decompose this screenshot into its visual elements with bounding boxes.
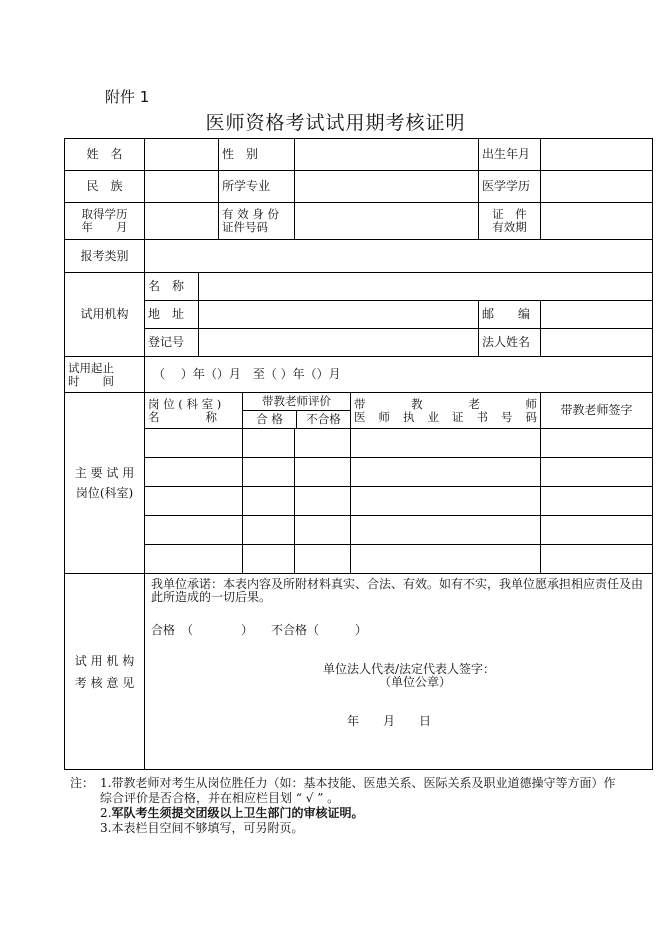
header-teacher bbox=[351, 393, 541, 429]
post-cell-name[interactable] bbox=[145, 487, 243, 516]
post-cell-pass[interactable] bbox=[243, 458, 295, 487]
header-eval bbox=[243, 393, 351, 429]
label-degree-date-line1: 取得学历 bbox=[81, 207, 128, 221]
header-teacher-line2: 医 师 执 业 证 书 号 码 bbox=[354, 409, 538, 424]
field-reg-no[interactable] bbox=[199, 329, 479, 357]
post-cell-sign[interactable] bbox=[541, 458, 653, 487]
post-cell-fail[interactable] bbox=[295, 458, 351, 487]
post-row bbox=[65, 545, 653, 574]
post-cell-sign[interactable] bbox=[541, 487, 653, 516]
label-ethnicity: 民 族 bbox=[65, 171, 145, 203]
label-opinion-line1: 试 用 机 构 bbox=[74, 653, 135, 668]
note-2 bbox=[70, 806, 620, 821]
post-cell-pass[interactable] bbox=[243, 545, 295, 574]
attachment-label: 附件 1 bbox=[105, 88, 150, 106]
header-post-line2: 名 称 bbox=[148, 409, 217, 424]
field-inst-name[interactable] bbox=[199, 273, 653, 301]
note-1-text: 1.带教老师对考生从岗位胜任力（如：基本技能、医患关系、医际关系及职业道德操守等方面）作综合评价是否合格，并在相应栏目划 “ √ ” 。 bbox=[100, 776, 616, 805]
post-cell-fail[interactable] bbox=[295, 545, 351, 574]
post-cell-name[interactable] bbox=[145, 429, 243, 458]
note-2-prefix: 2. bbox=[100, 806, 112, 820]
label-cert-line2: 有效期 bbox=[492, 220, 527, 234]
post-row bbox=[65, 458, 653, 487]
label-name: 姓 名 bbox=[65, 139, 145, 171]
post-cell-pass[interactable] bbox=[243, 516, 295, 545]
label-category: 报考类别 bbox=[65, 240, 145, 273]
field-period[interactable]: （ ）年（）月 至（ ）年（）月 bbox=[145, 357, 653, 393]
post-cell-cert[interactable] bbox=[351, 487, 541, 516]
field-legal-person[interactable] bbox=[541, 329, 653, 357]
post-cell-sign[interactable] bbox=[541, 516, 653, 545]
field-id[interactable] bbox=[295, 203, 479, 240]
opinion-grade[interactable]: 合格 （ ） 不合格（ ） bbox=[151, 623, 368, 637]
note-1 bbox=[70, 776, 620, 806]
post-cell-sign[interactable] bbox=[541, 545, 653, 574]
post-cell-cert[interactable] bbox=[351, 429, 541, 458]
header-signature: 带教老师签字 bbox=[541, 393, 653, 429]
label-legal-person: 法人姓名 bbox=[479, 329, 541, 357]
post-cell-cert[interactable] bbox=[351, 458, 541, 487]
label-period-line2: 时 间 bbox=[68, 373, 114, 388]
post-row bbox=[65, 516, 653, 545]
field-major[interactable] bbox=[295, 171, 479, 203]
header-post-line1: 岗 位 ( 科 室 ) bbox=[148, 396, 222, 411]
post-cell-name[interactable] bbox=[145, 516, 243, 545]
label-main-post-line1: 主 要 试 用 bbox=[74, 466, 135, 480]
label-birth: 出生年月 bbox=[479, 139, 541, 171]
field-postcode[interactable] bbox=[541, 301, 653, 329]
post-row bbox=[65, 429, 653, 458]
label-gender: 性 别 bbox=[219, 139, 295, 171]
note-2-text: 军队考生须提交团级以上卫生部门的审核证明。 bbox=[111, 806, 364, 820]
label-major: 所学专业 bbox=[219, 171, 295, 203]
post-cell-name[interactable] bbox=[145, 458, 243, 487]
post-cell-fail[interactable] bbox=[295, 487, 351, 516]
label-degree-date bbox=[65, 203, 145, 240]
note-3 bbox=[70, 821, 620, 836]
field-ethnicity[interactable] bbox=[145, 171, 219, 203]
label-degree: 医学学历 bbox=[479, 171, 541, 203]
label-degree-date-line2: 年 月 bbox=[81, 220, 128, 234]
header-eval-title: 带教老师评价 bbox=[243, 394, 350, 411]
label-institution: 试用机构 bbox=[65, 273, 145, 357]
label-main-post bbox=[65, 393, 145, 574]
verification-form bbox=[64, 138, 653, 770]
opinion-box[interactable] bbox=[145, 574, 653, 770]
opinion-signature: 单位法人代表/法定代表人签字： bbox=[323, 662, 496, 676]
post-cell-cert[interactable] bbox=[351, 516, 541, 545]
note-3-text: 3.本表栏目空间不够填写，可另附页。 bbox=[100, 821, 304, 835]
label-period bbox=[65, 357, 145, 393]
label-id-line2: 证件号码 bbox=[222, 220, 268, 234]
label-cert bbox=[479, 203, 541, 240]
opinion-promise: 我单位承诺：本表内容及所附材料真实、合法、有效。如有不实，我单位愿承担相应责任及由此所造成的一切后果。 bbox=[151, 577, 644, 604]
label-reg-no: 登记号 bbox=[145, 329, 199, 357]
post-cell-cert[interactable] bbox=[351, 545, 541, 574]
header-teacher-line1: 带 教 老 师 bbox=[354, 396, 538, 411]
field-degree-date[interactable] bbox=[145, 203, 219, 240]
label-id-line1: 有 效 身 份 bbox=[222, 207, 279, 221]
post-cell-name[interactable] bbox=[145, 545, 243, 574]
header-post bbox=[145, 393, 243, 429]
label-inst-addr: 地 址 bbox=[145, 301, 199, 329]
label-period-line1: 试用起止 bbox=[68, 360, 114, 375]
notes-label: 注： bbox=[70, 776, 95, 790]
notes bbox=[70, 776, 620, 836]
label-postcode: 邮 编 bbox=[479, 301, 541, 329]
field-gender[interactable] bbox=[295, 139, 479, 171]
post-cell-pass[interactable] bbox=[243, 487, 295, 516]
post-cell-fail[interactable] bbox=[295, 516, 351, 545]
post-cell-sign[interactable] bbox=[541, 429, 653, 458]
field-name[interactable] bbox=[145, 139, 219, 171]
header-eval-inner bbox=[243, 394, 350, 428]
opinion-seal: （单位公章） bbox=[379, 675, 452, 689]
field-degree[interactable] bbox=[541, 171, 653, 203]
field-birth[interactable] bbox=[541, 139, 653, 171]
field-category[interactable] bbox=[145, 240, 653, 273]
label-main-post-line2: 岗位(科室) bbox=[75, 486, 134, 500]
label-opinion-line2: 考 核 意 见 bbox=[74, 675, 135, 690]
label-cert-line1: 证 件 bbox=[492, 207, 527, 221]
field-cert[interactable] bbox=[541, 203, 653, 240]
label-inst-name: 名 称 bbox=[145, 273, 199, 301]
label-id bbox=[219, 203, 295, 240]
header-eval-pass: 合 格 bbox=[243, 411, 297, 428]
post-cell-pass[interactable] bbox=[243, 429, 295, 458]
post-row bbox=[65, 487, 653, 516]
header-eval-fail: 不合格 bbox=[297, 411, 351, 428]
field-inst-addr[interactable] bbox=[199, 301, 479, 329]
opinion-date: 年 月 日 bbox=[347, 714, 432, 728]
form-title: 医师资格考试试用期考核证明 bbox=[205, 112, 466, 134]
post-cell-fail[interactable] bbox=[295, 429, 351, 458]
label-opinion bbox=[65, 574, 145, 770]
